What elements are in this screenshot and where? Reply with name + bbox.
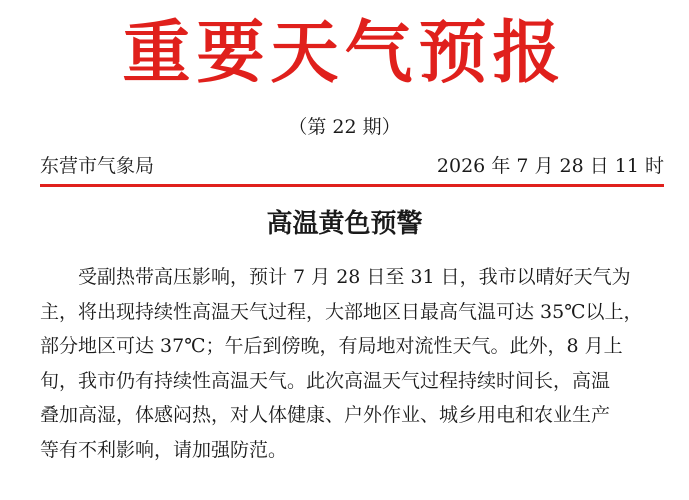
issuer-name: 东营市气象局	[40, 155, 155, 177]
issue-number: （第 22 期）	[288, 116, 401, 138]
document-title: 高温黄色预警	[266, 209, 423, 239]
body-line: 受副热带高压影响，预计 7 月 28 日至 31 日，我市以晴好天气为	[78, 266, 631, 288]
issuer-date-row	[40, 153, 664, 179]
body-line: 旬，我市仍有持续性高温天气。此次高温天气过程持续时间长，高温	[40, 369, 611, 392]
body-line: 等有不利影响，请加强防范。	[40, 438, 288, 461]
body-line: 部分地区可达 37℃；午后到傍晚，有局地对流性天气。此外，8 月上	[40, 335, 623, 357]
body-line: 叠加高湿，体感闷热，对人体健康、户外作业、城乡用电和农业生产	[40, 404, 611, 426]
red-divider	[40, 184, 664, 187]
issue-datetime: 2026 年 7 月 28 日 11 时	[436, 155, 664, 177]
body-line: 主，将出现持续性高温天气过程，大部地区日最高气温可达 35℃以上，	[40, 300, 643, 323]
masthead-title: 重要天气预报	[122, 13, 567, 93]
document-body	[40, 260, 666, 467]
